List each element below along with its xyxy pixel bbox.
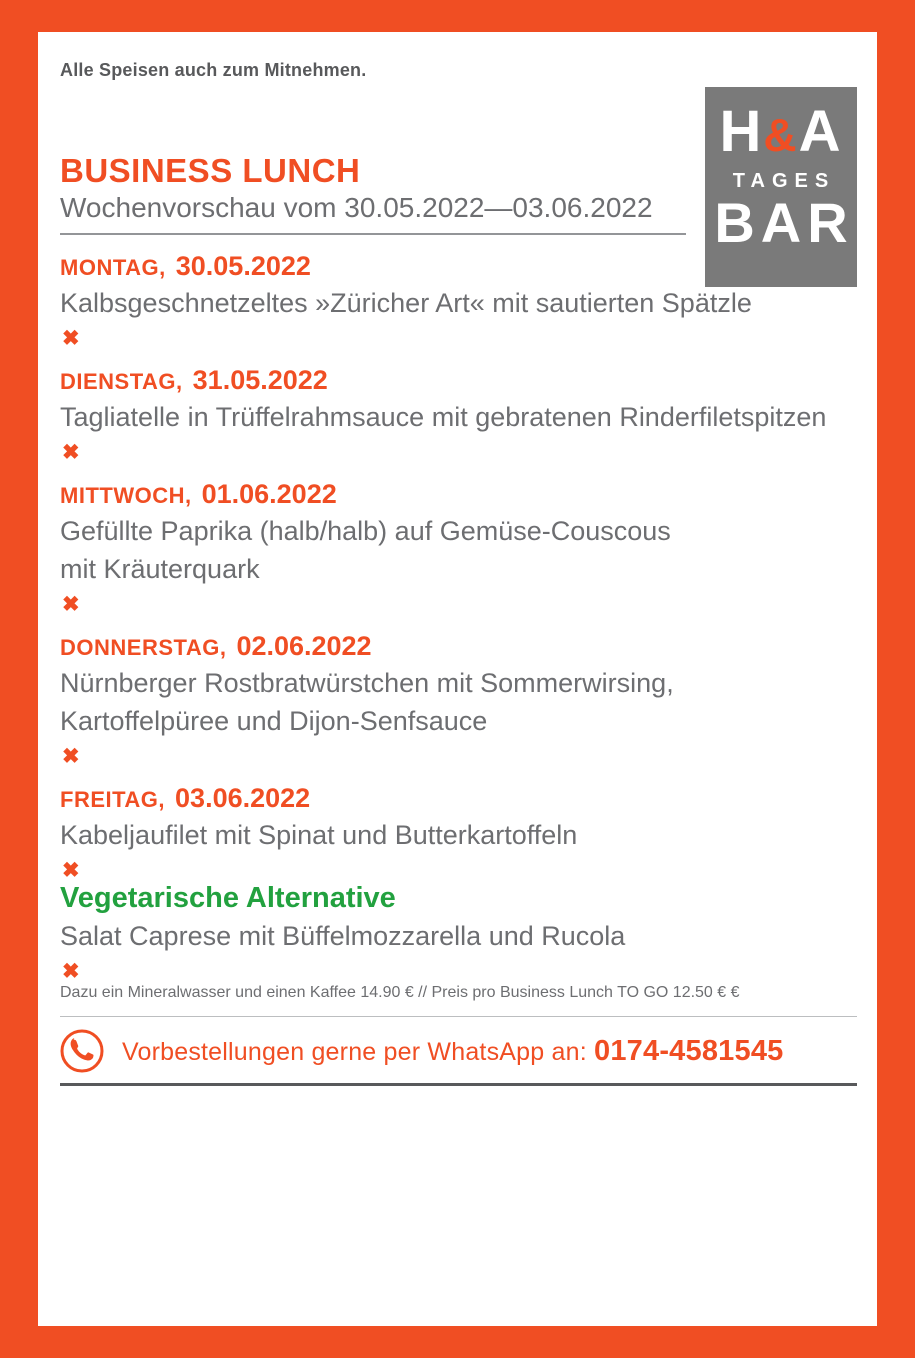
logo-tages: TAGES xyxy=(732,170,836,192)
header-block xyxy=(58,153,686,235)
page-title: BUSINESS LUNCH xyxy=(60,152,361,189)
separator-icon: ✖ xyxy=(62,859,80,882)
whatsapp-row[interactable] xyxy=(60,1029,857,1086)
logo-initials xyxy=(705,101,857,166)
day-heading-freitag xyxy=(60,783,857,814)
day-date: 31.05.2022 xyxy=(192,365,328,395)
separator-icon: ✖ xyxy=(62,593,80,616)
restaurant-logo xyxy=(705,87,857,287)
day-date: 01.06.2022 xyxy=(201,479,337,509)
price-note: Dazu ein Mineralwasser und einen Kaffee 14.90 € // Preis pro Business Lunch TO GO 12.50 € € xyxy=(60,984,740,1001)
day-name: DONNERSTAG, xyxy=(60,635,227,660)
day-heading-mittwoch xyxy=(60,479,857,510)
takeaway-note: Alle Speisen auch zum Mitnehmen. xyxy=(60,60,367,80)
separator-icon: ✖ xyxy=(62,745,80,768)
dish-text: Nürnberger Rostbratwürstchen mit Sommerwirsing, xyxy=(60,668,674,698)
dish-text-line2: Kartoffelpüree und Dijon-Senfsauce xyxy=(60,706,488,736)
day-heading-donnerstag xyxy=(60,631,857,662)
day-date: 30.05.2022 xyxy=(175,251,311,281)
logo-letter-a: A xyxy=(798,99,843,164)
dish-text: Kalbsgeschnetzeltes »Züricher Art« mit sautierten Spätzle xyxy=(60,288,752,318)
separator-icon: ✖ xyxy=(62,327,80,350)
separator-icon: ✖ xyxy=(62,441,80,464)
logo-ampersand: & xyxy=(763,109,799,161)
separator-icon: ✖ xyxy=(62,960,80,983)
vegetarian-dish: Salat Caprese mit Büffelmozzarella und Rucola xyxy=(60,921,626,951)
divider xyxy=(60,1016,857,1017)
logo-bar: BAR xyxy=(714,191,854,254)
dish-text: Tagliatelle in Trüffelrahmsauce mit gebratenen Rinderfiletspitzen xyxy=(60,402,827,432)
whatsapp-label: Vorbestellungen gerne per WhatsApp an: xyxy=(122,1037,587,1066)
dish-text: Kabeljaufilet mit Spinat und Butterkartoffeln xyxy=(60,820,578,850)
page-subtitle: Wochenvorschau vom 30.05.2022—03.06.2022 xyxy=(60,189,686,235)
day-date: 03.06.2022 xyxy=(175,783,311,813)
whatsapp-text xyxy=(122,1035,784,1068)
dish-text-line2: mit Kräuterquark xyxy=(60,554,260,584)
menu-content xyxy=(58,60,857,1316)
day-name: FREITAG, xyxy=(60,787,166,812)
day-name: DIENSTAG, xyxy=(60,369,183,394)
day-name: MITTWOCH, xyxy=(60,483,192,508)
day-heading-dienstag xyxy=(60,365,857,396)
logo-letter-h: H xyxy=(719,99,764,164)
whatsapp-number[interactable]: 0174-4581545 xyxy=(594,1034,784,1067)
vegetarian-title: Vegetarische Alternative xyxy=(60,882,396,914)
dish-text: Gefüllte Paprika (halb/halb) auf Gemüse-Couscous xyxy=(60,516,671,546)
day-date: 02.06.2022 xyxy=(236,631,372,661)
whatsapp-icon xyxy=(60,1029,104,1073)
menu-card xyxy=(38,32,877,1326)
day-name: MONTAG, xyxy=(60,255,166,280)
